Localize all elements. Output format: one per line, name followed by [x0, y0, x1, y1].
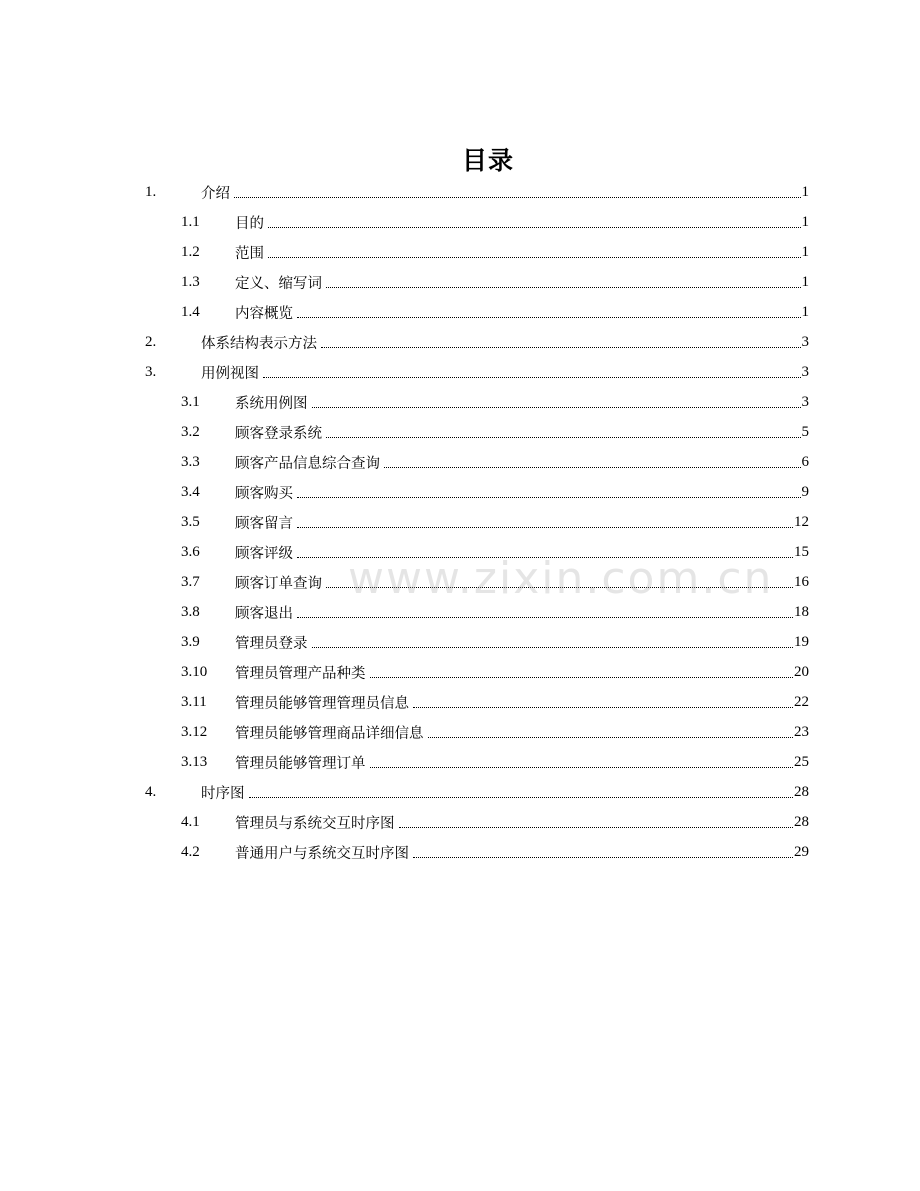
toc-entry-label: 体系结构表示方法: [201, 335, 317, 352]
toc-entry[interactable]: [181, 807, 809, 837]
toc-dot-leader: [326, 285, 801, 288]
toc-entry-label: 目的: [235, 215, 264, 232]
toc-dot-leader: [370, 675, 794, 678]
toc-entry[interactable]: [181, 567, 809, 597]
toc-entry-number: 3.10: [181, 663, 208, 680]
toc-entry-number: 3.: [145, 363, 157, 380]
toc-entry-page-number: 15: [794, 543, 809, 560]
toc-entry-label: 顾客评级: [235, 545, 293, 562]
toc-entry-number: 1.: [145, 183, 157, 200]
toc-entry-label: 介绍: [201, 185, 230, 202]
toc-entry-label: 顾客登录系统: [235, 425, 322, 442]
toc-dot-leader: [312, 645, 794, 648]
toc-entry-page-number: 29: [794, 843, 809, 860]
toc-entry-label: 顾客订单查询: [235, 575, 322, 592]
watermark-text: www.zixin.com.cn: [348, 553, 774, 604]
toc-dot-leader: [413, 705, 793, 708]
toc-entry[interactable]: [181, 597, 809, 627]
toc-entry-number: 3.1: [181, 393, 200, 410]
toc-entry-page-number: 20: [794, 663, 809, 680]
toc-entry-page-number: 3: [801, 363, 809, 380]
toc-dot-leader: [297, 495, 801, 498]
toc-dot-leader: [249, 795, 794, 798]
toc-entry-label: 用例视图: [201, 365, 259, 382]
toc-entry-label: 范围: [235, 245, 264, 262]
toc-entry[interactable]: [181, 417, 809, 447]
toc-dot-leader: [297, 555, 793, 558]
toc-entry[interactable]: [181, 447, 809, 477]
toc-dot-leader: [321, 345, 801, 348]
toc-entry[interactable]: [181, 387, 809, 417]
toc-entry-label: 时序图: [201, 785, 245, 802]
toc-dot-leader: [268, 225, 801, 228]
toc-entry-number: 3.2: [181, 423, 200, 440]
toc-entry-number: 3.4: [181, 483, 200, 500]
toc-dot-leader: [326, 435, 801, 438]
toc-entry-label: 顾客购买: [235, 485, 293, 502]
toc-dot-leader: [297, 525, 793, 528]
toc-entry-number: 1.4: [181, 303, 200, 320]
toc-entry-number: 1.1: [181, 213, 200, 230]
toc-entry-label: 管理员能够管理订单: [235, 755, 366, 772]
toc-entry-label: 管理员管理产品种类: [235, 665, 366, 682]
toc-dot-leader: [413, 855, 793, 858]
toc-entry-number: 4.1: [181, 813, 200, 830]
toc-entry-page-number: 3: [801, 393, 809, 410]
toc-entry-number: 3.11: [181, 693, 207, 710]
toc-entry[interactable]: [181, 747, 809, 777]
toc-dot-leader: [399, 825, 794, 828]
toc-entry[interactable]: [181, 507, 809, 537]
toc-entry[interactable]: [181, 627, 809, 657]
toc-entry-label: 定义、缩写词: [235, 275, 322, 292]
toc-entry-page-number: 23: [794, 723, 809, 740]
toc-entry-number: 1.3: [181, 273, 200, 290]
toc-entry-page-number: 1: [801, 183, 809, 200]
toc-entry-page-number: 1: [801, 273, 809, 290]
toc-entry-label: 顾客产品信息综合查询: [235, 455, 380, 472]
toc-entry-label: 系统用例图: [235, 395, 308, 412]
toc-entry-number: 3.7: [181, 573, 200, 590]
toc-entry-page-number: 12: [794, 513, 809, 530]
toc-entry-label: 普通用户与系统交互时序图: [235, 845, 409, 862]
toc-entry-page-number: 22: [794, 693, 809, 710]
toc-entry-page-number: 16: [794, 573, 809, 590]
toc-entry-number: 3.3: [181, 453, 200, 470]
toc-dot-leader: [384, 465, 801, 468]
toc-entry-number: 2.: [145, 333, 157, 350]
toc-entry-page-number: 5: [801, 423, 809, 440]
toc-entry-page-number: 3: [801, 333, 809, 350]
toc-entry-page-number: 1: [801, 213, 809, 230]
toc-entry-number: 3.8: [181, 603, 200, 620]
toc-entry[interactable]: [181, 657, 809, 687]
toc-entry-page-number: 28: [794, 783, 809, 800]
toc-title: 目录: [461, 146, 514, 175]
toc-entry-label: 管理员登录: [235, 635, 308, 652]
toc-dot-leader: [370, 765, 794, 768]
toc-entry-number: 3.5: [181, 513, 200, 530]
toc-entry-number: 3.13: [181, 753, 208, 770]
toc-entry-page-number: 1: [801, 303, 809, 320]
toc-entry[interactable]: [145, 777, 809, 807]
toc-entry[interactable]: [145, 357, 809, 387]
toc-entry[interactable]: [181, 687, 809, 717]
toc-entry-number: 3.9: [181, 633, 200, 650]
toc-entry-label: 内容概览: [235, 305, 293, 322]
toc-entry-number: 4.2: [181, 843, 200, 860]
toc-entry-number: 1.2: [181, 243, 200, 260]
toc-dot-leader: [428, 735, 794, 738]
toc-entry-label: 顾客退出: [235, 605, 293, 622]
toc-entry[interactable]: [145, 177, 809, 207]
toc-entry-label: 管理员能够管理管理员信息: [235, 695, 409, 712]
toc-entry-page-number: 28: [794, 813, 809, 830]
toc-entry-label: 管理员能够管理商品详细信息: [235, 725, 424, 742]
toc-entry[interactable]: [181, 237, 809, 267]
toc-entry-page-number: 18: [794, 603, 809, 620]
toc-entry[interactable]: [181, 297, 809, 327]
toc-dot-leader: [263, 375, 801, 378]
toc-entry-page-number: 25: [794, 753, 809, 770]
toc-entry-number: 3.6: [181, 543, 200, 560]
toc-entry[interactable]: [181, 537, 809, 567]
toc-dot-leader: [326, 585, 793, 588]
toc-entry[interactable]: [181, 837, 809, 867]
toc-entry[interactable]: [181, 267, 809, 297]
toc-dot-leader: [297, 315, 801, 318]
toc-entry-page-number: 6: [801, 453, 809, 470]
toc-dot-leader: [297, 615, 793, 618]
toc-entry[interactable]: [181, 477, 809, 507]
toc-dot-leader: [268, 255, 801, 258]
toc-entry[interactable]: [181, 207, 809, 237]
toc-entry-number: 3.12: [181, 723, 208, 740]
toc-entry[interactable]: [181, 717, 809, 747]
toc-entry-page-number: 1: [801, 243, 809, 260]
toc-entry-page-number: 9: [801, 483, 809, 500]
toc-entry[interactable]: [145, 327, 809, 357]
toc-entry-number: 4.: [145, 783, 157, 800]
toc-entry-label: 管理员与系统交互时序图: [235, 815, 395, 832]
toc-entry-page-number: 19: [794, 633, 809, 650]
toc-dot-leader: [312, 405, 801, 408]
toc-entry-label: 顾客留言: [235, 515, 293, 532]
toc-dot-leader: [234, 195, 801, 198]
